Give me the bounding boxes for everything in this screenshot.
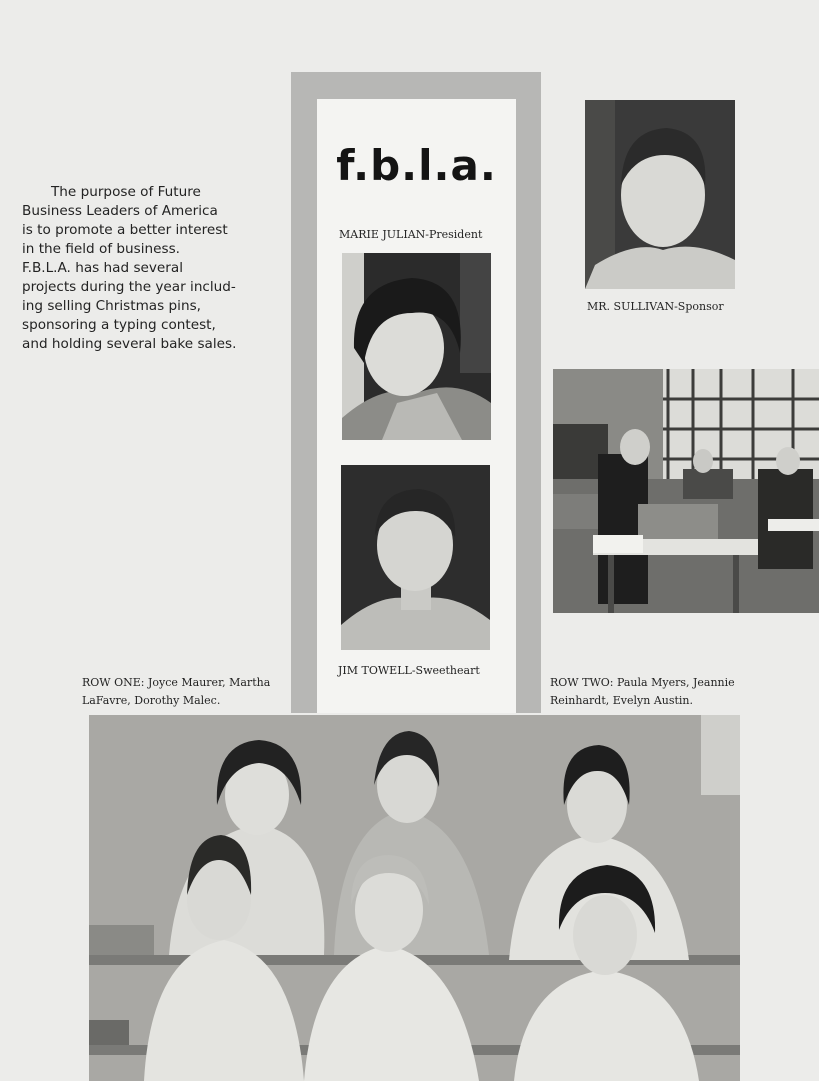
row-two-caption-line: Reinhardt, Evelyn Austin. xyxy=(550,694,694,707)
intro-line: F.B.L.A. has had several xyxy=(22,260,183,276)
sponsor-photo xyxy=(585,100,735,289)
sweetheart-photo xyxy=(341,465,490,650)
row-two-caption-line: ROW TWO: Paula Myers, Jeannie xyxy=(550,676,735,689)
sweetheart-caption: JIM TOWELL-Sweetheart xyxy=(338,664,480,677)
president-photo xyxy=(342,253,491,440)
row-one-caption xyxy=(82,674,270,710)
intro-line: ing selling Christmas pins, xyxy=(22,298,201,314)
intro-line: projects during the year includ- xyxy=(22,279,236,295)
row-one-caption-line: ROW ONE: Joyce Maurer, Martha xyxy=(82,676,271,689)
row-two-caption xyxy=(550,674,735,710)
president-caption: MARIE JULIAN-President xyxy=(339,228,483,241)
sponsor-caption: MR. SULLIVAN-Sponsor xyxy=(587,300,724,313)
group-photo xyxy=(89,715,740,1081)
intro-line: in the field of business. xyxy=(22,241,180,257)
row-one-caption-line: LaFavre, Dorothy Malec. xyxy=(82,694,221,707)
intro-line: Business Leaders of America xyxy=(22,203,218,219)
intro-line: and holding several bake sales. xyxy=(22,336,237,352)
intro-line: sponsoring a typing contest, xyxy=(22,317,216,333)
intro-line: is to promote a better interest xyxy=(22,222,228,238)
intro-line: The purpose of Future xyxy=(51,184,201,200)
intro-paragraph xyxy=(22,183,284,354)
page-title: f.b.l.a. xyxy=(336,141,497,190)
typing-classroom-photo xyxy=(553,369,819,613)
